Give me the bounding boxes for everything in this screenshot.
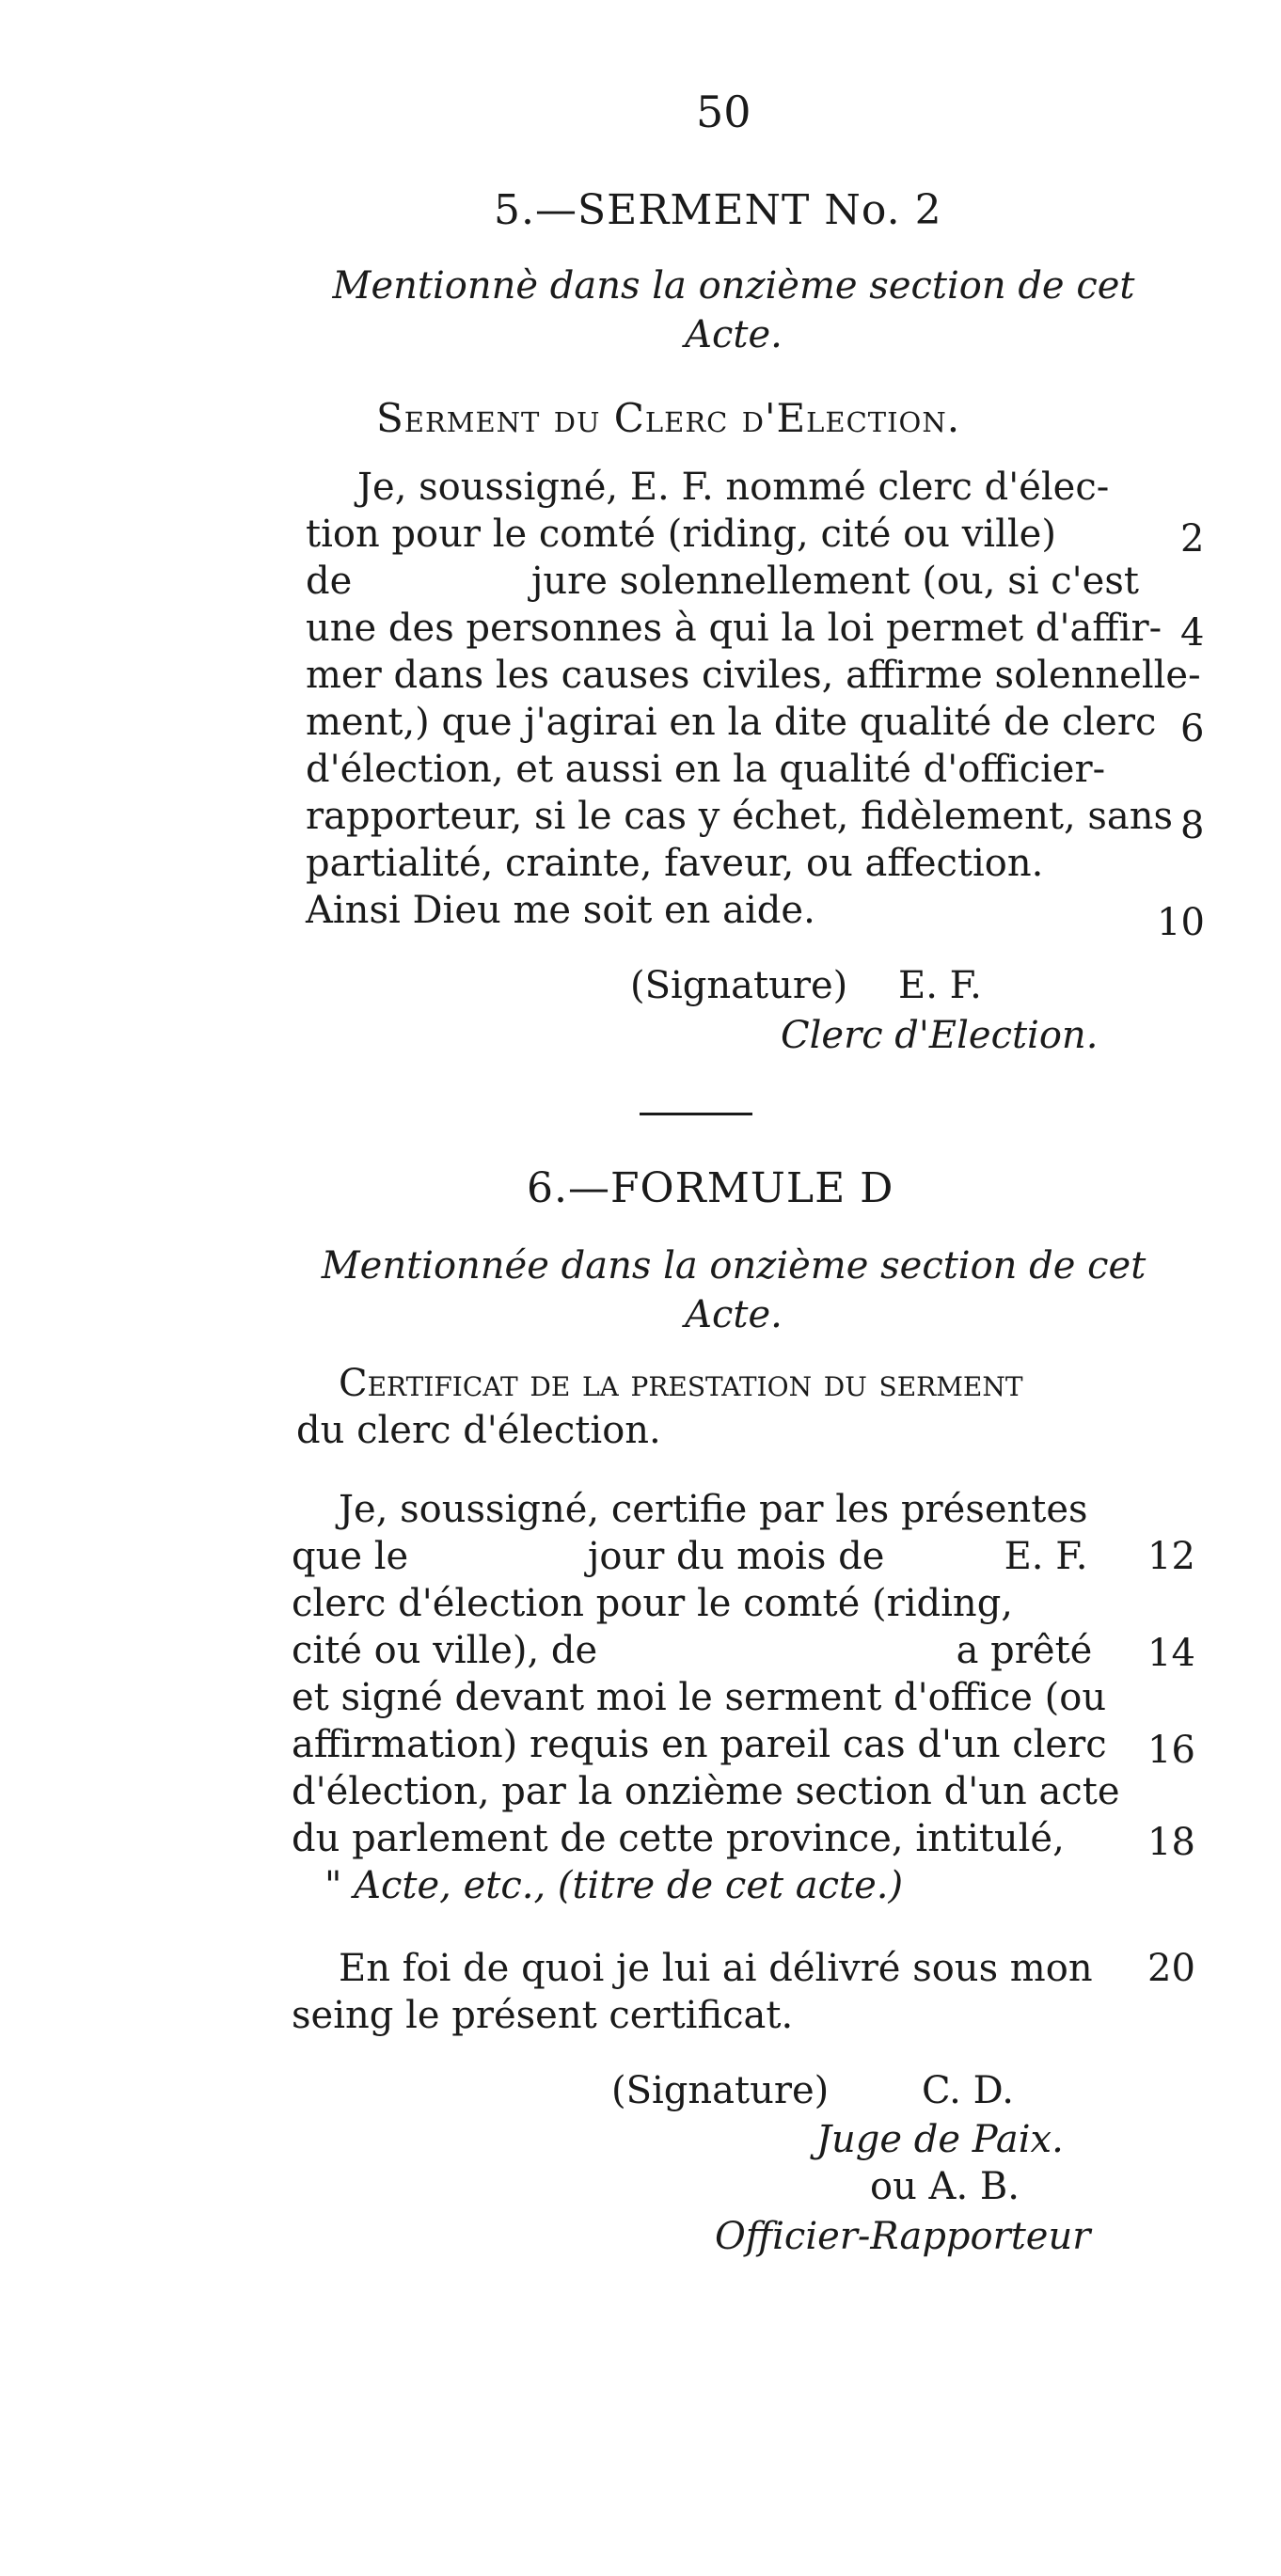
oath-line-8: rapporteur, si le cas y échet, fidèlement, sans — [306, 795, 1174, 838]
section-5-heading: 5.—SERMENT No. 2 — [494, 186, 942, 234]
signature-title: Juge de Paix. — [816, 2118, 1064, 2161]
signature-title: Clerc d'Election. — [781, 1014, 1099, 1057]
signature-title-2: Officier-Rapporteur — [715, 2215, 1091, 2258]
section-divider — [640, 1113, 752, 1115]
cert-line-1: Je, soussigné, certifie par les présentes — [339, 1488, 1088, 1531]
line-number: 4 — [1180, 611, 1205, 655]
oath-line-4: une des personnes à qui la loi permet d'affir- — [306, 607, 1162, 650]
line-number: 8 — [1180, 804, 1205, 847]
line-number: 16 — [1147, 1729, 1195, 1772]
certificate-intro-line-1: Certificat de la prestation du serment — [339, 1362, 1023, 1405]
signature-label: (Signature) — [611, 2069, 830, 2112]
oath-line-6: ment,) que j'agirai en la dite qualité de clerc — [306, 701, 1157, 744]
oath-line-10: Ainsi Dieu me soit en aide. — [306, 889, 815, 932]
cert-line-7: d'élection, par la onzième section d'un acte — [292, 1770, 1120, 1813]
closing-line-1: En foi de quoi je lui ai délivré sous mon — [339, 1947, 1093, 1990]
line-number: 12 — [1147, 1535, 1195, 1578]
oath-line-3: de jure solennellement (ou, si c'est — [306, 560, 1139, 603]
cert-line-9: " Acte, etc., (titre de cet acte.) — [324, 1864, 904, 1907]
cert-line-8: du parlement de cette province, intitulé, — [292, 1817, 1065, 1860]
section-5-subtitle: Mentionnè dans la onzième section de cet Acte. — [332, 264, 1135, 356]
line-number: 14 — [1147, 1632, 1195, 1675]
oath-title: Serment du Clerc d'Election. — [376, 395, 961, 441]
cert-line-3: clerc d'élection pour le comté (riding, — [292, 1582, 1014, 1625]
oath-line-2: tion pour le comté (riding, cité ou ville) — [306, 513, 1056, 556]
line-number: 18 — [1147, 1821, 1195, 1864]
oath-line-1: Je, soussigné, E. F. nommé clerc d'élec- — [357, 466, 1110, 509]
line-number: 6 — [1180, 707, 1205, 751]
cert-line-2: que le jour du mois de E. F. — [292, 1535, 1088, 1578]
line-number: 20 — [1147, 1947, 1195, 1990]
cert-line-6: affirmation) requis en pareil cas d'un clerc — [292, 1723, 1107, 1766]
certificate-intro-line-2: du clerc d'élection. — [296, 1409, 661, 1452]
cert-line-4: cité ou ville), de a prêté — [292, 1629, 1093, 1672]
signature-initials: C. D. — [922, 2069, 1014, 2112]
oath-line-5: mer dans les causes civiles, affirme solennelle- — [306, 654, 1201, 697]
signature-initials: E. F. — [898, 964, 982, 1007]
section-6-subtitle: Mentionnée dans la onzième section de cet Acte. — [321, 1244, 1147, 1336]
signature-label: (Signature) — [630, 964, 848, 1007]
line-number: 2 — [1180, 517, 1205, 561]
oath-line-9: partialité, crainte, faveur, ou affection. — [306, 842, 1044, 885]
section-6-heading: 6.—FORMULE D — [527, 1164, 894, 1212]
page-number: 50 — [696, 87, 751, 137]
signature-alternative: ou A. B. — [870, 2165, 1020, 2208]
cert-line-5: et signé devant moi le serment d'office (ou — [292, 1676, 1107, 1719]
oath-line-7: d'élection, et aussi en la qualité d'officier- — [306, 748, 1106, 791]
closing-line-2: seing le présent certificat. — [292, 1994, 794, 2037]
line-number: 10 — [1157, 901, 1205, 944]
